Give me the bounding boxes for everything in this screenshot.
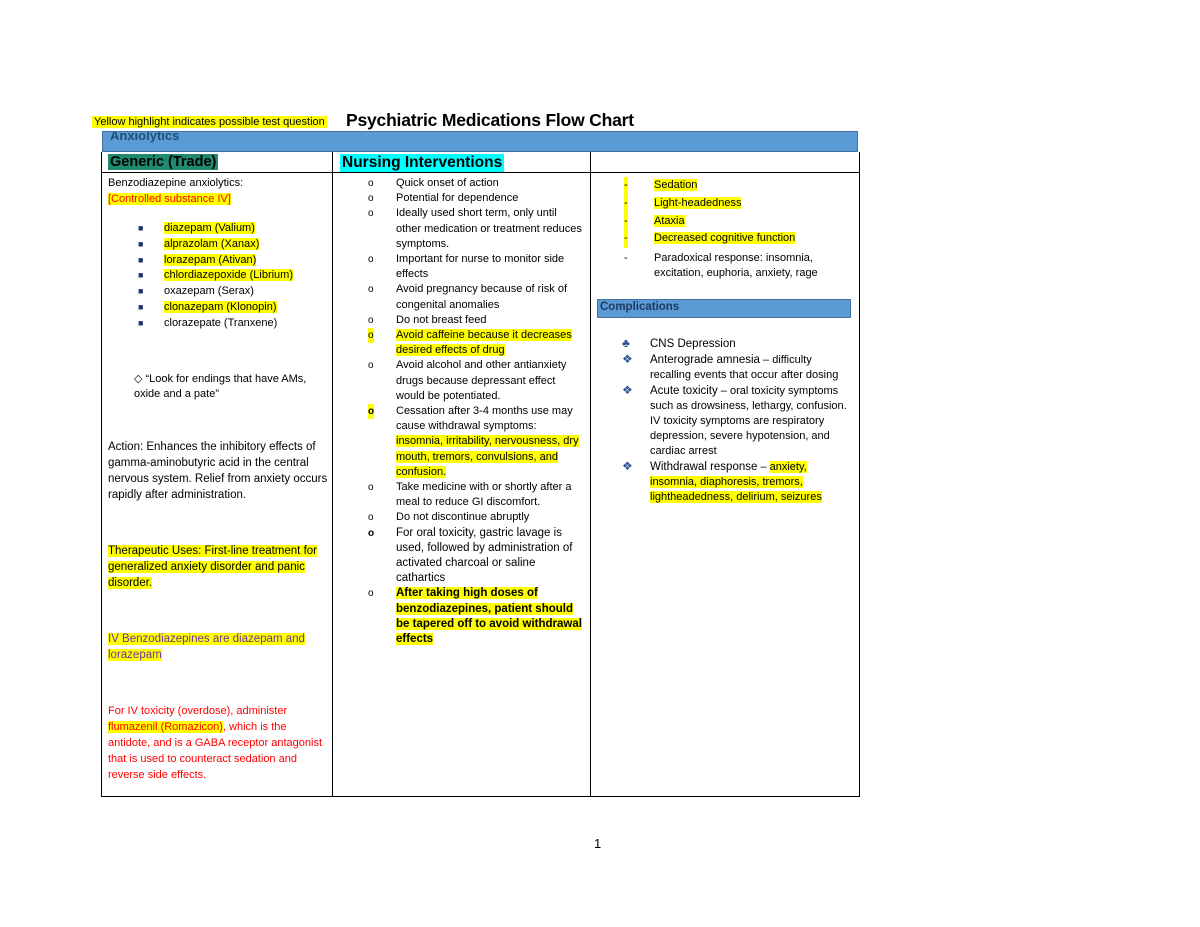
list-item [622,384,850,459]
iv-benzodiazepines-note: IV Benzodiazepines are diazepam and lorazepam [108,632,305,661]
square-bullet-icon: ■ [138,286,144,297]
diamond-bullet-icon: ❖ [622,352,633,366]
list-item [108,237,330,253]
intervention-text: Avoid caffeine because it decreases desired effects of drug [396,329,572,357]
highlight-legend-note: Yellow highlight indicates possible test question [94,116,325,128]
action-label: Action [108,440,140,453]
intervention-text: Cessation after 3-4 months use may cause withdrawal symptoms: [396,405,573,433]
list-item [622,353,850,383]
list-item [620,251,852,281]
complication-text: – oral toxicity symptoms such as drowsiness, lethargy, confusion. IV toxicity symptoms are respiratory depression, severe hypotension, and cardiac arrest [650,385,847,457]
page-number: 1 [594,836,602,851]
therapeutic-uses: Therapeutic Uses: First-line treatment for generalized anxiety disorder and panic disorder. [108,544,317,589]
intervention-text: Avoid alcohol and other antianxiety drugs because depressant effect would be potentiated. [396,359,567,402]
withdrawal-symptoms: insomnia, irritability, nervousness, dry mouth, tremors, convulsions, and confusion. [396,435,579,478]
square-bullet-icon: ■ [138,301,144,312]
diamond-bullet-icon: ❖ [622,459,633,473]
drug-name: lorazepam (Ativan) [164,253,257,266]
table-border-right [859,152,860,797]
list-item [366,480,582,510]
list-item [108,284,330,300]
dash-bullet-icon: - [624,213,628,231]
list-item [366,252,582,282]
list-item [108,221,330,237]
list-item [366,313,582,328]
drug-name: chlordiazepoxide (Librium) [164,269,294,282]
complication-text: – difficulty recalling events that occur after dosing [650,354,839,381]
antidote-text-start: For IV toxicity (overdose), administer [108,704,288,717]
intervention-text: Potential for dependence [396,192,519,205]
list-item [108,300,330,316]
list-item [366,510,582,525]
list-item [366,526,582,587]
list-item [366,206,582,252]
list-item [366,176,582,191]
side-effect-text: Ataxia [654,214,685,227]
circle-bullet-icon: o [368,284,374,296]
intervention-text: For oral toxicity, gastric lavage is used, followed by administration of activated charcoal or saline cathartics [396,526,573,585]
complication-title: Acute toxicity [650,385,718,397]
list-item [620,213,852,231]
column-header-generic: Generic (Trade) [110,154,217,170]
circle-bullet-icon: o [368,328,374,343]
list-item [622,337,850,352]
circle-bullet-icon: o [368,512,374,524]
column-divider-2 [590,152,591,797]
intervention-text: Do not breast feed [396,313,487,326]
complication-title: CNS Depression [650,338,736,350]
list-item [366,191,582,206]
antidote-text-end: , which is the antidote, and is a GABA receptor antagonist that is used to counteract sedation and reverse side effects. [108,720,323,781]
intervention-text: Ideally used short term, only until other medication or treatment reduces symptoms. [396,207,582,250]
square-bullet-icon: ■ [138,270,144,281]
header-row-divider [101,172,860,173]
column-divider-1 [332,152,333,797]
list-item [366,586,582,647]
drug-name: oxazepam (Serax) [164,285,254,298]
list-item [108,253,330,269]
side-effect-text: Decreased cognitive function [654,232,796,245]
complication-title: Withdrawal response [650,461,758,473]
intervention-text: Quick onset of action [396,177,499,189]
circle-bullet-icon: o [368,527,375,539]
circle-bullet-icon: o [368,193,374,205]
section-title: Anxiolytics [110,131,180,143]
square-bullet-icon: ■ [138,238,144,249]
nursing-column [366,176,582,647]
table-border-bottom [101,796,860,797]
dash-bullet-icon: - [624,177,628,195]
circle-bullet-icon: o [368,314,374,326]
page-title: Psychiatric Medications Flow Chart [346,110,634,130]
complication-dash: – [757,461,770,473]
side-effect-text: Light-headedness [654,196,742,209]
circle-bullet-icon: o [368,360,374,372]
dash-bullet-icon: - [624,230,628,248]
antidote-note [108,703,330,783]
nursing-interventions-list [366,176,582,647]
complications-list [622,337,850,506]
intervention-text: Do not discontinue abruptly [396,511,530,524]
drug-list [108,221,330,332]
circle-bullet-icon: o [368,588,374,600]
drug-name: clorazepate (Tranxene) [164,316,278,329]
generic-column [108,176,330,783]
list-item [108,316,330,332]
table-border-left [101,152,102,797]
square-bullet-icon: ■ [138,254,144,265]
side-effects-list [620,177,852,281]
complication-text: anxiety, insomnia, diaphoresis, tremors, lightheadedness, delirium, seizures [650,461,822,503]
action-text: : Enhances the inhibitory effects of gamma-aminobutyric acid in the central nervous system. Relief from anxiety occurs rapidly after administration. [108,440,328,501]
side-effects-column [620,177,852,281]
intervention-text: Avoid pregnancy because of risk of congenital anomalies [396,283,568,311]
intervention-text: Important for nurse to monitor side effects [396,253,565,281]
complications-header [597,299,851,318]
list-item [622,460,850,505]
column-header-nursing: Nursing Interventions [342,154,503,171]
list-item [620,195,852,213]
circle-bullet-icon: o [368,254,374,266]
diamond-bullet-icon: ❖ [622,383,633,397]
list-item [366,358,582,404]
list-item [620,230,852,248]
list-item [108,268,330,284]
drug-name: alprazolam (Xanax) [164,237,260,250]
intervention-text: Take medicine with or shortly after a meal to reduce GI discomfort. [396,481,572,509]
list-item [366,404,582,480]
circle-bullet-icon: o [368,208,374,220]
side-effect-text: Sedation [654,179,698,191]
antidote-drug: flumazenil (Romazicon) [108,720,223,733]
action-description [108,439,330,503]
complication-title: Anterograde amnesia [650,354,760,366]
drug-name: clonazepam (Klonopin) [164,300,277,313]
list-item [620,177,852,195]
square-bullet-icon: ■ [138,223,144,233]
list-item [366,282,582,312]
drug-name: diazepam (Valium) [164,222,255,234]
complications-title: Complications [600,301,680,313]
list-item [366,328,582,358]
mnemonic-tip: ◇ “Look for endings that have AMs, oxide and a pate” [134,372,307,401]
intervention-text: After taking high doses of benzodiazepines, patient should be tapered off to avoid withdrawal effects [396,587,582,646]
side-effect-text: Paradoxical response: insomnia, excitation, euphoria, anxiety, rage [654,252,818,280]
section-header-anxiolytics [102,131,858,152]
drug-class-label: Benzodiazepine anxiolytics: [108,177,244,189]
club-bullet-icon: ♣ [622,336,630,350]
dash-bullet-icon: - [624,252,628,265]
square-bullet-icon: ■ [138,317,144,328]
dash-bullet-icon: - [624,195,628,213]
circle-bullet-icon: o [368,404,374,419]
controlled-substance-note: [Controlled substance IV] [108,192,231,205]
circle-bullet-icon: o [368,178,374,189]
circle-bullet-icon: o [368,482,374,494]
